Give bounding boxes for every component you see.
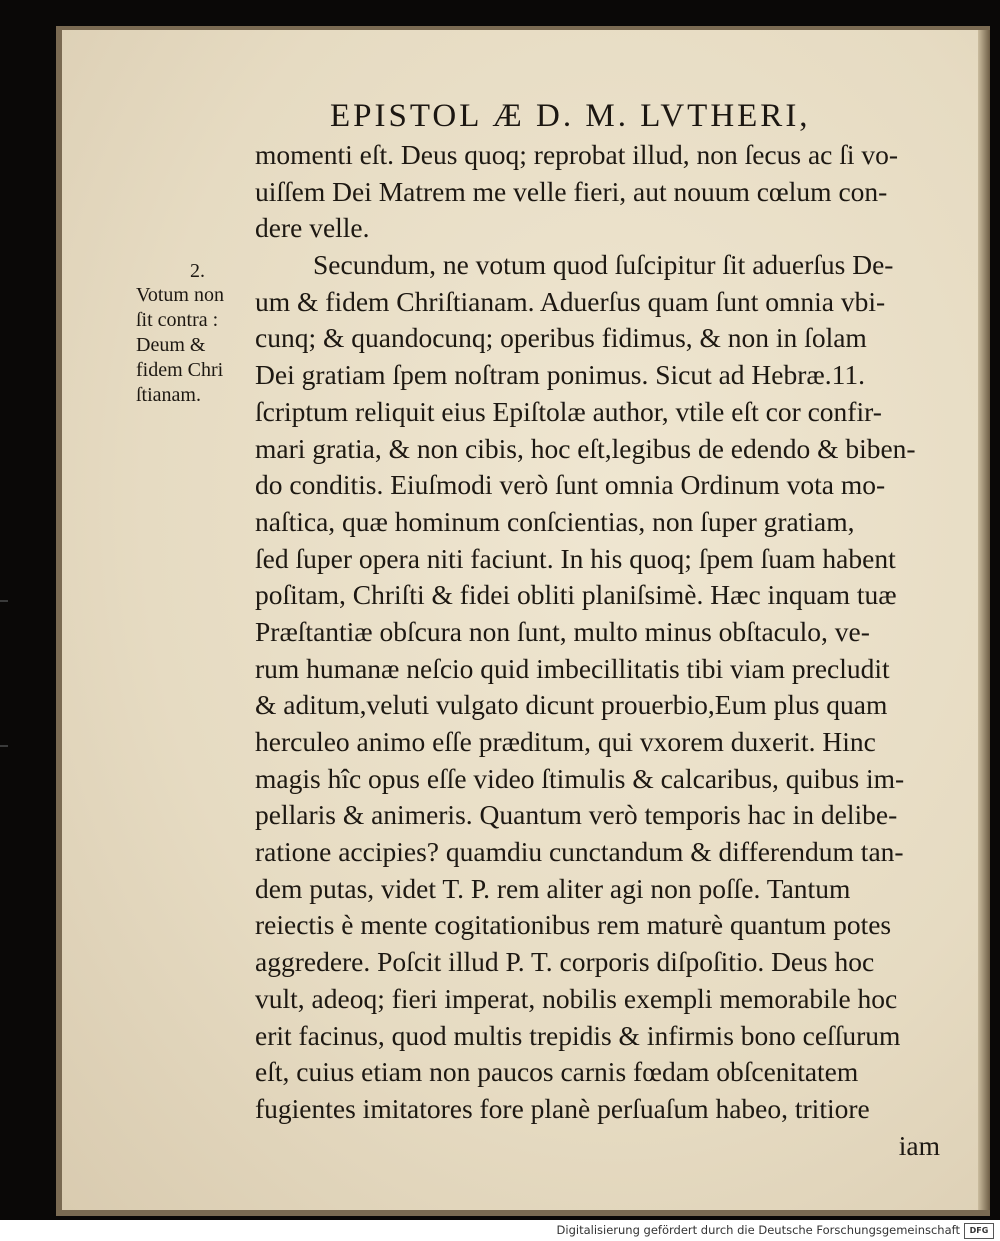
text-line: cunq; & quandocunq; operibus fidimus, & non in ſolam <box>255 322 867 354</box>
dfg-logo[interactable]: DFG <box>964 1223 994 1239</box>
text-line: mari gratia, & non cibis, hoc eſt,legibus de edendo & biben- <box>255 432 916 464</box>
text-line: Præſtantiæ obſcura non ſunt, multo minus obſtaculo, ve- <box>255 615 870 647</box>
footer-bar <box>0 1220 1000 1241</box>
text-line: Dei gratiam ſpem noſtram ponimus. Sicut ad Hebræ.11. <box>255 359 865 391</box>
text-line: fugientes imitatores fore planè perſuaſum habeo, tritiore <box>255 1092 870 1124</box>
text-line: pellaris & animeris. Quantum verò temporis hac in delibe- <box>255 799 898 831</box>
marginal-note-line: ſit contra : <box>136 309 219 331</box>
text-line: dem putas, videt T. P. rem aliter agi non poſſe. Tantum <box>255 872 851 904</box>
marginal-note <box>136 283 256 408</box>
text-line: uiſſem Dei Matrem me velle fieri, aut nouum cœlum con- <box>255 175 888 207</box>
text-line: ratione accipies? quamdiu cunctandum & differendum tan- <box>255 836 904 868</box>
edge-mark <box>0 600 8 602</box>
body-text <box>255 137 940 1164</box>
text-line: rum humanæ neſcio quid imbecillitatis tibi viam precludit <box>255 652 890 684</box>
text-line: aggredere. Poſcit illud P. T. corporis diſpoſitio. Deus hoc <box>255 946 875 978</box>
text-line: do conditis. Eiuſmodi verò ſunt omnia Ordinum vota mo- <box>255 469 886 501</box>
page-edge <box>978 30 990 1210</box>
text-line: & aditum,veluti vulgato dicunt prouerbio,Eum plus quam <box>255 689 888 721</box>
text-line: vult, adeoq; fieri imperat, nobilis exempli memorabile hoc <box>255 982 898 1014</box>
text-line: ſcriptum reliquit eius Epiſtolæ author, vtile eſt cor confir- <box>255 395 882 427</box>
catchword: iam <box>898 1129 940 1161</box>
marginal-note-line: fidem Chri <box>136 359 224 381</box>
text-line: ſed ſuper opera niti faciunt. In his quoq; ſpem ſuam habent <box>255 542 896 574</box>
text-line: erit facinus, quod multis trepidis & infirmis bono ceſſurum <box>255 1019 901 1051</box>
funding-credit[interactable]: Digitalisierung gefördert durch die Deutsche Forschungsgemeinschaft <box>556 1223 960 1237</box>
text-line: poſitam, Chriſti & fidei obliti planiſsimè. Hæc inquam tuæ <box>255 579 897 611</box>
text-line: magis hîc opus eſſe video ſtimulis & calcaribus, quibus im- <box>255 762 905 794</box>
edge-mark <box>0 745 8 747</box>
marginal-note-line: Deum & <box>136 334 206 356</box>
marginal-note-line: Votum non <box>136 284 224 306</box>
text-line: naſtica, quæ hominum conſcientias, non ſuper gratiam, <box>255 505 855 537</box>
text-line: momenti eſt. Deus quoq; reprobat illud, non ſecus ac ſi vo- <box>255 139 899 170</box>
text-line: reiectis è mente cogitationibus rem maturè quantum potes <box>255 909 892 941</box>
text-line: dere velle. <box>255 212 370 244</box>
text-line: Secundum, ne votum quod ſuſcipitur ſit aduerſus De- <box>313 249 894 281</box>
text-line: herculeo animo eſſe præditum, qui vxorem duxerit. Hinc <box>255 726 876 757</box>
text-line: um & fidem Chriſtianam. Aduerſus quam ſunt omnia vbi- <box>255 285 886 317</box>
running-head: EPISTOL Æ D. M. LVTHERI, <box>330 98 811 134</box>
text-line: eſt, cuius etiam non paucos carnis fœdam obſcenitatem <box>255 1056 859 1088</box>
marginal-number: 2. <box>190 260 205 282</box>
marginal-note-line: ſtianam. <box>136 384 201 406</box>
